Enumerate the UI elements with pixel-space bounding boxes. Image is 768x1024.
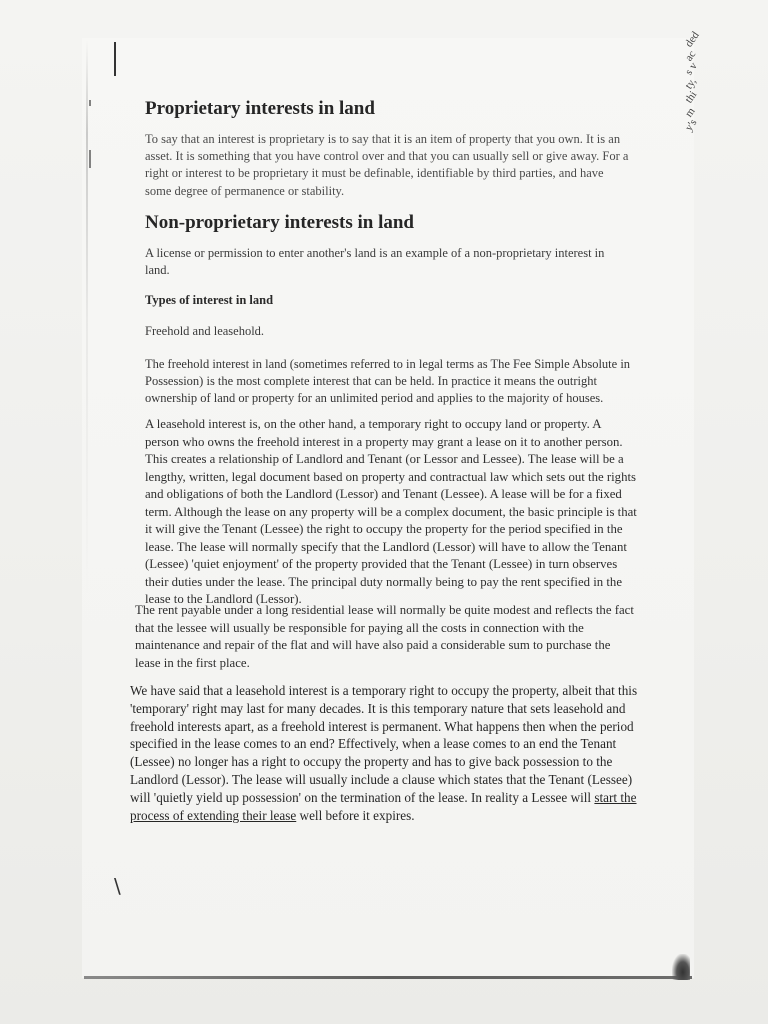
- text-line: Possession) is the most complete interest that can be held. In practice it means the outright: [145, 374, 597, 389]
- pen-mark: \: [114, 874, 121, 898]
- text-fragment: will 'quietly yield up possession' on the termination of the lease. In reality a Lessee will: [130, 789, 595, 805]
- paragraph-license-example: [145, 245, 625, 279]
- text-line: it will give the Tenant (Lessee) the right to occupy the property for the period specified in the: [145, 522, 623, 536]
- bleed-fragment: thi: [682, 89, 700, 106]
- text-line: (Lessee) no longer has a right to occupy the property and has to give back possession to the: [130, 754, 613, 770]
- text-line: land.: [145, 263, 170, 278]
- bleed-fragment: s v: [682, 60, 700, 78]
- text-line: Landlord (Lessor). The lease will usually include a clause which states that the Tenant (Lessee): [130, 771, 633, 787]
- bleed-fragment: m: [682, 105, 698, 120]
- text-line: lengthy, written, legal document based on property and contractual law which sets out the rights: [145, 469, 637, 484]
- scan-mark: [89, 150, 91, 168]
- text-line: (Lessee) 'quiet enjoyment' of the property provided that the Tenant (Lessee) in turn observes: [145, 557, 618, 571]
- left-page-edge: [86, 40, 88, 970]
- text-line: The freehold interest in land (sometimes referred to in legal terms as The Fee Simple Absolute in: [145, 357, 631, 371]
- bleed-fragment: ded: [682, 29, 702, 50]
- text-line: and obligations of both the Landlord (Lessor) and Tenant (Lessee). A lease will be for a fixed: [145, 487, 622, 501]
- bleed-fragment: ty,: [682, 75, 699, 92]
- text-line: term. Although the lease on any property will be a complex document, the basic principle is that: [145, 504, 637, 519]
- text-line: their duties under the lease. The principal duty normally being to pay the rent specified in the: [145, 574, 623, 589]
- heading-non-proprietary-interests: Non-proprietary interests in land: [145, 212, 414, 233]
- paragraph-freehold-and-leasehold: [145, 323, 445, 340]
- text-line: [130, 807, 630, 825]
- scan-mark: [114, 42, 116, 76]
- text-line: asset. It is something that you have control over and that you can usually sell or give away. For a: [145, 149, 629, 164]
- text-line: some degree of permanence or stability.: [145, 183, 345, 198]
- text-line: To say that an interest is proprietary is to say that it is an item of property that you own. It is an: [145, 132, 621, 146]
- text-fragment: well before it expires.: [296, 807, 415, 823]
- page-corner-shadow: [672, 954, 690, 980]
- text-line: [130, 789, 637, 807]
- subheading-types-of-interest: Types of interest in land: [145, 293, 274, 307]
- bleed-through-text: [668, 29, 702, 202]
- paragraph-rent-payable: [135, 602, 634, 672]
- text-line: A leasehold interest is, on the other hand, a temporary right to occupy land or property. A: [145, 417, 602, 431]
- paragraph-proprietary-definition: [145, 131, 629, 200]
- text-line: lease. The lease will normally specify that the Landlord (Lessor) will have to allow the Tenant: [145, 539, 627, 554]
- underlined-text: start the: [594, 789, 637, 805]
- paragraph-freehold-interest: [145, 356, 631, 408]
- text-line: 'temporary' right may last for many decades. It is this temporary nature that sets leasehold and: [130, 700, 626, 716]
- text-line: specified in the lease comes to an end? Effectively, when a lease comes to an end the Tenant: [130, 736, 617, 752]
- underlined-text: process of extending their lease: [130, 807, 297, 823]
- text-line: maintenance and repair of the flat and will have also paid a considerable sum to purchase the: [135, 638, 611, 652]
- bleed-fragment: ac: [682, 48, 699, 64]
- text-line: freehold interests apart, as a freehold interest is permanent. What happens then when the period: [130, 718, 634, 734]
- text-line: lease to the Landlord (Lessor).: [145, 592, 302, 606]
- text-line: that the lessee will usually be responsible for paying all the costs in connection with the: [135, 620, 584, 635]
- text-line: right or interest to be proprietary it must be definable, identifiable by third parties, and have: [145, 166, 604, 181]
- text-line: Freehold and leasehold.: [145, 324, 265, 338]
- text-line: The rent payable under a long residential lease will normally be quite modest and reflects the fact: [135, 603, 634, 617]
- text-line: lease in the first place.: [135, 655, 250, 670]
- paragraph-leasehold-interest: [145, 416, 637, 609]
- paragraph-lease-termination: [130, 682, 638, 824]
- text-line: We have said that a leasehold interest is a temporary right to occupy the property, albeit that this: [130, 683, 638, 698]
- text-line: person who owns the freehold interest in a property may grant a lease on it to another person.: [145, 434, 623, 449]
- text-line: ownership of land or property for an unlimited period and applies to the majority of houses.: [145, 391, 604, 406]
- heading-proprietary-interests: Proprietary interests in land: [145, 98, 375, 119]
- bottom-page-edge: [84, 976, 692, 979]
- text-line: This creates a relationship of Landlord and Tenant (or Lessor and Lessee). The lease will be a: [145, 452, 624, 466]
- scan-mark: [89, 100, 91, 106]
- bleed-fragment: y's: [682, 116, 700, 134]
- text-line: A license or permission to enter another's land is an example of a non-proprietary interest in: [145, 246, 605, 260]
